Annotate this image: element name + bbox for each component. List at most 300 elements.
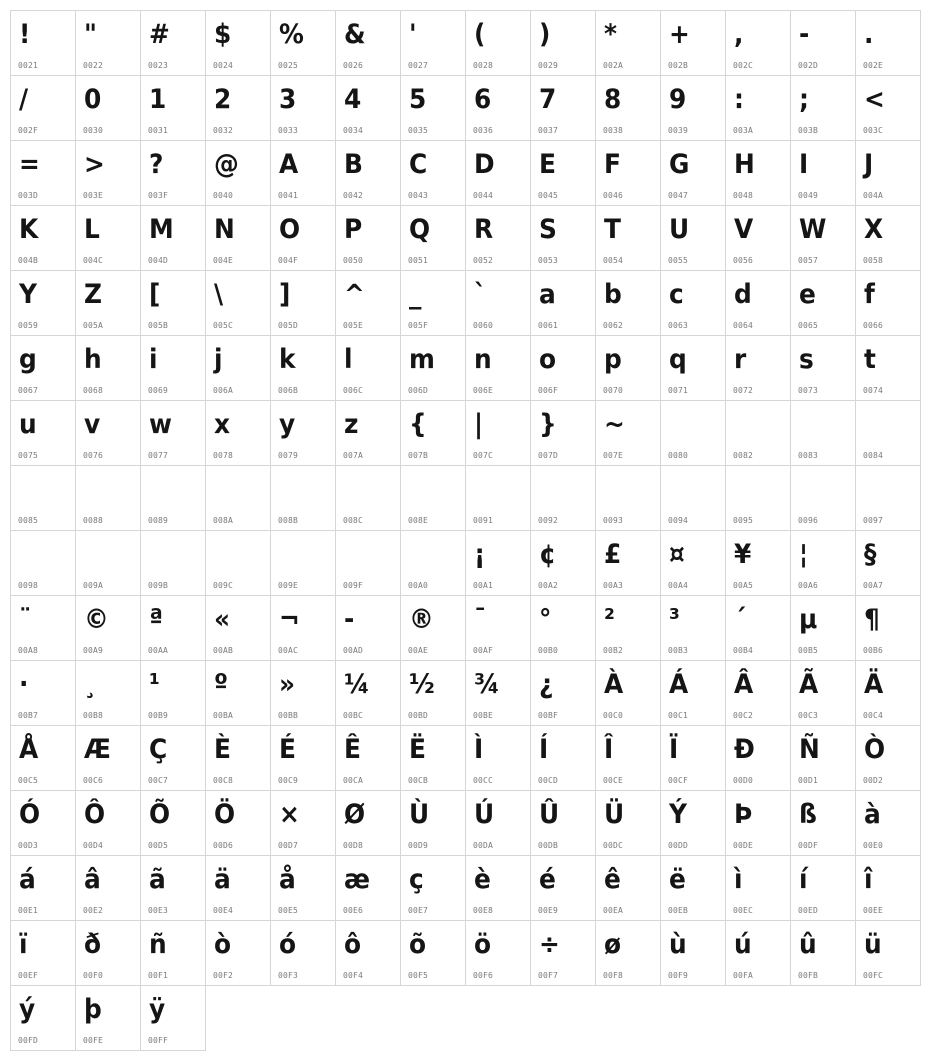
glyph-code-label: 007A [343,451,364,460]
glyph-cell[interactable] [336,466,401,531]
glyph-cell[interactable] [76,336,141,401]
glyph-cell[interactable] [596,466,661,531]
glyph-cell[interactable] [11,401,76,466]
glyph-cell[interactable] [141,856,206,921]
glyph-preview: µ [799,604,818,635]
glyph-cell[interactable] [401,336,466,401]
glyph-code-label: 00D7 [278,841,299,850]
glyph-cell[interactable] [791,271,856,336]
glyph-code-label: 006A [213,386,234,395]
glyph-cell[interactable] [466,401,531,466]
glyph-cell[interactable] [531,661,596,726]
glyph-cell[interactable] [856,11,921,76]
glyph-preview: o [539,344,557,375]
glyph-preview: * [604,19,617,50]
glyph-code-label: 0098 [18,581,39,590]
glyph-cell[interactable] [271,791,336,856]
glyph-cell[interactable] [856,726,921,791]
glyph-cell[interactable] [206,11,271,76]
glyph-cell[interactable] [76,76,141,141]
glyph-cell[interactable] [336,271,401,336]
glyph-cell[interactable] [661,141,726,206]
glyph-code-label: 005F [408,321,429,330]
glyph-cell[interactable] [336,531,401,596]
glyph-code-label: 002E [863,61,884,70]
glyph-cell[interactable] [531,206,596,271]
glyph-cell[interactable] [336,661,401,726]
glyph-preview: M [149,214,174,245]
glyph-cell[interactable] [141,726,206,791]
glyph-cell[interactable] [401,531,466,596]
glyph-cell[interactable] [726,336,791,401]
glyph-preview: ù [669,929,687,960]
glyph-cell[interactable] [466,531,531,596]
glyph-cell[interactable] [726,921,791,986]
glyph-cell[interactable] [596,726,661,791]
glyph-cell[interactable] [726,11,791,76]
glyph-code-label: 0036 [473,126,494,135]
glyph-cell[interactable] [401,856,466,921]
glyph-cell[interactable] [856,661,921,726]
glyph-cell[interactable] [141,986,206,1051]
glyph-code-label: 00BD [408,711,429,720]
glyph-cell[interactable] [466,726,531,791]
glyph-cell[interactable] [466,206,531,271]
glyph-cell[interactable] [531,791,596,856]
glyph-code-label: 00B3 [668,646,689,655]
glyph-cell[interactable] [336,206,401,271]
glyph-cell[interactable] [271,856,336,921]
glyph-cell[interactable] [401,401,466,466]
glyph-cell[interactable] [531,531,596,596]
glyph-cell[interactable] [726,466,791,531]
glyph-preview: < [864,84,885,115]
glyph-cell[interactable] [791,206,856,271]
glyph-code-label: 00C6 [83,776,104,785]
glyph-code-label: 0032 [213,126,234,135]
glyph-code-label: 00D5 [148,841,169,850]
glyph-cell[interactable] [726,141,791,206]
glyph-preview: ³ [669,604,680,635]
glyph-cell[interactable] [791,791,856,856]
glyph-cell[interactable] [206,856,271,921]
glyph-cell[interactable] [791,921,856,986]
glyph-preview: { [409,409,427,440]
glyph-code-label: 00A9 [83,646,104,655]
glyph-preview: 1 [149,84,167,115]
glyph-preview: 0 [84,84,102,115]
glyph-cell[interactable] [661,726,726,791]
glyph-cell[interactable] [206,336,271,401]
glyph-cell[interactable] [726,76,791,141]
glyph-cell[interactable] [271,336,336,401]
glyph-preview: v [84,409,101,440]
glyph-cell[interactable] [531,336,596,401]
glyph-cell[interactable] [11,856,76,921]
glyph-code-label: 0077 [148,451,169,460]
glyph-cell[interactable] [271,401,336,466]
glyph-cell[interactable] [661,271,726,336]
glyph-cell[interactable] [726,596,791,661]
glyph-code-label: 0023 [148,61,169,70]
glyph-cell[interactable] [141,206,206,271]
glyph-cell[interactable] [336,401,401,466]
glyph-cell[interactable] [11,76,76,141]
glyph-code-label: 00BC [343,711,364,720]
glyph-cell[interactable] [791,336,856,401]
glyph-cell[interactable] [76,206,141,271]
glyph-cell[interactable] [11,596,76,661]
glyph-cell[interactable] [466,596,531,661]
glyph-cell[interactable] [336,791,401,856]
glyph-cell[interactable] [856,141,921,206]
glyph-cell[interactable] [11,791,76,856]
glyph-code-label: 0050 [343,256,364,265]
glyph-cell[interactable] [856,76,921,141]
glyph-cell[interactable] [661,11,726,76]
glyph-cell[interactable] [401,76,466,141]
glyph-cell[interactable] [76,141,141,206]
glyph-code-label: 009B [148,581,169,590]
glyph-cell[interactable] [206,141,271,206]
glyph-cell[interactable] [791,76,856,141]
glyph-cell[interactable] [11,141,76,206]
glyph-preview: E [539,149,556,180]
glyph-cell[interactable] [76,986,141,1051]
glyph-code-label: 002B [668,61,689,70]
glyph-code-label: 0089 [148,516,169,525]
glyph-cell[interactable] [401,791,466,856]
glyph-code-label: 0030 [83,126,104,135]
glyph-cell[interactable] [206,596,271,661]
glyph-preview: | [474,409,484,440]
glyph-preview: " [84,19,97,50]
glyph-cell[interactable] [401,11,466,76]
glyph-cell[interactable] [726,791,791,856]
glyph-cell[interactable] [531,11,596,76]
glyph-code-label: 00F2 [213,971,234,980]
glyph-code-label: 00D3 [18,841,39,850]
glyph-cell[interactable] [791,531,856,596]
glyph-cell[interactable] [531,466,596,531]
glyph-preview: ´ [734,604,747,635]
glyph-cell[interactable] [726,856,791,921]
glyph-cell[interactable] [206,466,271,531]
glyph-cell[interactable] [401,271,466,336]
glyph-code-label: 0052 [473,256,494,265]
glyph-cell[interactable] [401,596,466,661]
glyph-cell[interactable] [596,141,661,206]
glyph-cell[interactable] [596,206,661,271]
glyph-preview: ª [149,604,164,635]
glyph-cell[interactable] [531,921,596,986]
glyph-cell[interactable] [401,141,466,206]
glyph-preview: È [214,734,231,765]
glyph-cell[interactable] [791,726,856,791]
glyph-cell[interactable] [76,856,141,921]
glyph-preview: P [344,214,363,245]
glyph-cell[interactable] [271,531,336,596]
glyph-preview: e [799,279,816,310]
glyph-cell[interactable] [336,141,401,206]
glyph-cell[interactable] [141,466,206,531]
glyph-cell[interactable] [336,726,401,791]
glyph-cell[interactable] [336,921,401,986]
glyph-cell[interactable] [596,401,661,466]
glyph-code-label: 0045 [538,191,559,200]
glyph-cell[interactable] [856,921,921,986]
glyph-cell[interactable] [661,921,726,986]
glyph-cell[interactable] [856,596,921,661]
glyph-cell[interactable] [856,466,921,531]
glyph-preview: ² [604,604,615,635]
glyph-cell[interactable] [531,401,596,466]
glyph-preview: ä [214,864,231,895]
glyph-cell[interactable] [856,791,921,856]
glyph-cell[interactable] [596,76,661,141]
glyph-cell[interactable] [856,206,921,271]
glyph-cell[interactable] [11,11,76,76]
glyph-cell[interactable] [726,661,791,726]
glyph-code-label: 005B [148,321,169,330]
glyph-cell[interactable] [531,856,596,921]
glyph-cell[interactable] [726,206,791,271]
glyph-cell[interactable] [466,271,531,336]
glyph-code-label: 00D8 [343,841,364,850]
glyph-cell[interactable] [76,921,141,986]
glyph-cell[interactable] [11,661,76,726]
glyph-cell[interactable] [141,76,206,141]
glyph-cell[interactable] [661,661,726,726]
glyph-cell[interactable] [596,791,661,856]
glyph-cell[interactable] [596,271,661,336]
glyph-cell[interactable] [791,466,856,531]
glyph-code-label: 00AB [213,646,234,655]
glyph-code-label: 0028 [473,61,494,70]
glyph-cell[interactable] [141,596,206,661]
glyph-cell[interactable] [141,401,206,466]
glyph-cell[interactable] [596,596,661,661]
glyph-cell[interactable] [596,661,661,726]
glyph-cell[interactable] [11,336,76,401]
glyph-cell[interactable] [11,206,76,271]
glyph-cell[interactable] [596,11,661,76]
glyph-cell[interactable] [271,596,336,661]
glyph-cell[interactable] [336,856,401,921]
glyph-cell[interactable] [271,726,336,791]
glyph-cell[interactable] [336,11,401,76]
glyph-cell[interactable] [206,726,271,791]
glyph-code-label: 0073 [798,386,819,395]
glyph-cell[interactable] [401,206,466,271]
glyph-preview: H [734,149,755,180]
glyph-cell[interactable] [271,206,336,271]
glyph-preview: [ [149,279,161,310]
glyph-cell[interactable] [661,531,726,596]
glyph-cell[interactable] [466,141,531,206]
glyph-cell[interactable] [206,401,271,466]
glyph-code-label: 00D0 [733,776,754,785]
glyph-cell[interactable] [401,661,466,726]
glyph-cell[interactable] [336,596,401,661]
glyph-code-label: 007D [538,451,559,460]
glyph-cell[interactable] [661,76,726,141]
glyph-cell[interactable] [206,76,271,141]
glyph-cell[interactable] [76,596,141,661]
glyph-cell[interactable] [466,76,531,141]
glyph-cell[interactable] [791,141,856,206]
glyph-cell[interactable] [11,986,76,1051]
glyph-cell[interactable] [466,856,531,921]
glyph-code-label: 0088 [83,516,104,525]
glyph-cell[interactable] [76,791,141,856]
glyph-cell[interactable] [76,401,141,466]
glyph-cell[interactable] [141,336,206,401]
glyph-cell[interactable] [791,11,856,76]
glyph-cell[interactable] [206,791,271,856]
glyph-cell[interactable] [76,11,141,76]
glyph-preview: § [864,539,877,570]
glyph-cell[interactable] [596,336,661,401]
glyph-cell[interactable] [466,661,531,726]
glyph-cell[interactable] [726,271,791,336]
glyph-cell[interactable] [791,401,856,466]
glyph-preview: D [474,149,495,180]
glyph-cell[interactable] [466,791,531,856]
glyph-cell[interactable] [466,11,531,76]
glyph-preview: w [149,409,172,440]
glyph-cell[interactable] [11,271,76,336]
glyph-code-label: 00F4 [343,971,364,980]
glyph-cell[interactable] [271,141,336,206]
glyph-cell[interactable] [11,726,76,791]
glyph-cell[interactable] [661,336,726,401]
glyph-cell[interactable] [401,921,466,986]
glyph-preview: « [214,604,231,635]
glyph-preview: x [214,409,231,440]
glyph-cell[interactable] [11,921,76,986]
glyph-cell[interactable] [206,921,271,986]
glyph-preview: j [214,344,223,375]
glyph-preview: Q [409,214,431,245]
glyph-cell[interactable] [141,271,206,336]
glyph-cell[interactable] [531,596,596,661]
glyph-cell[interactable] [271,76,336,141]
glyph-preview: Ð [734,734,755,765]
glyph-code-label: 00D2 [863,776,884,785]
glyph-cell[interactable] [856,401,921,466]
glyph-code-label: 0053 [538,256,559,265]
glyph-cell[interactable] [856,531,921,596]
glyph-preview: é [539,864,556,895]
glyph-code-label: 00C1 [668,711,689,720]
glyph-cell[interactable] [661,791,726,856]
glyph-preview: g [19,344,37,375]
glyph-cell[interactable] [271,11,336,76]
glyph-code-label: 005A [83,321,104,330]
glyph-cell[interactable] [336,336,401,401]
glyph-code-label: 00E5 [278,906,299,915]
glyph-cell[interactable] [76,466,141,531]
glyph-cell[interactable] [76,271,141,336]
glyph-cell[interactable] [531,726,596,791]
glyph-cell[interactable] [596,856,661,921]
glyph-cell[interactable] [11,531,76,596]
glyph-cell[interactable] [531,76,596,141]
glyph-cell[interactable] [726,531,791,596]
glyph-cell[interactable] [661,856,726,921]
glyph-cell[interactable] [141,921,206,986]
glyph-code-label: 003B [798,126,819,135]
glyph-preview: ë [669,864,686,895]
glyph-cell[interactable] [271,271,336,336]
glyph-cell[interactable] [141,141,206,206]
glyph-cell[interactable] [76,726,141,791]
glyph-cell[interactable] [466,921,531,986]
glyph-cell[interactable] [336,76,401,141]
glyph-code-label: 0095 [733,516,754,525]
glyph-cell[interactable] [206,531,271,596]
glyph-preview: õ [409,929,427,960]
glyph-code-label: 0041 [278,191,299,200]
glyph-cell[interactable] [271,466,336,531]
glyph-cell[interactable] [661,466,726,531]
glyph-preview: ¬ [279,604,300,635]
glyph-preview: ÿ [149,994,166,1025]
glyph-cell[interactable] [141,791,206,856]
glyph-cell[interactable] [401,466,466,531]
glyph-cell[interactable] [141,11,206,76]
glyph-cell[interactable] [596,921,661,986]
glyph-cell[interactable] [466,466,531,531]
glyph-cell[interactable] [856,271,921,336]
glyph-cell[interactable] [401,726,466,791]
glyph-cell[interactable] [466,336,531,401]
glyph-cell[interactable] [661,206,726,271]
glyph-preview: Û [539,799,560,830]
glyph-cell[interactable] [76,661,141,726]
glyph-preview: ú [734,929,752,960]
glyph-cell[interactable] [271,661,336,726]
glyph-cell[interactable] [726,401,791,466]
glyph-preview: = [19,149,40,180]
glyph-cell[interactable] [791,596,856,661]
glyph-cell[interactable] [76,531,141,596]
glyph-cell[interactable] [206,271,271,336]
glyph-cell[interactable] [141,661,206,726]
glyph-cell[interactable] [531,141,596,206]
glyph-cell[interactable] [206,661,271,726]
glyph-cell[interactable] [791,856,856,921]
glyph-cell[interactable] [791,661,856,726]
glyph-code-label: 0054 [603,256,624,265]
glyph-cell[interactable] [271,921,336,986]
glyph-cell[interactable] [856,856,921,921]
glyph-preview: ¶ [864,604,880,635]
glyph-cell[interactable] [141,531,206,596]
glyph-code-label: 0056 [733,256,754,265]
glyph-cell[interactable] [206,206,271,271]
glyph-cell[interactable] [531,271,596,336]
glyph-cell[interactable] [661,596,726,661]
glyph-code-label: 002A [603,61,624,70]
glyph-cell[interactable] [856,336,921,401]
glyph-cell[interactable] [726,726,791,791]
glyph-cell[interactable] [596,531,661,596]
glyph-cell[interactable] [11,466,76,531]
glyph-cell[interactable] [661,401,726,466]
glyph-preview: ¨ [19,604,32,635]
